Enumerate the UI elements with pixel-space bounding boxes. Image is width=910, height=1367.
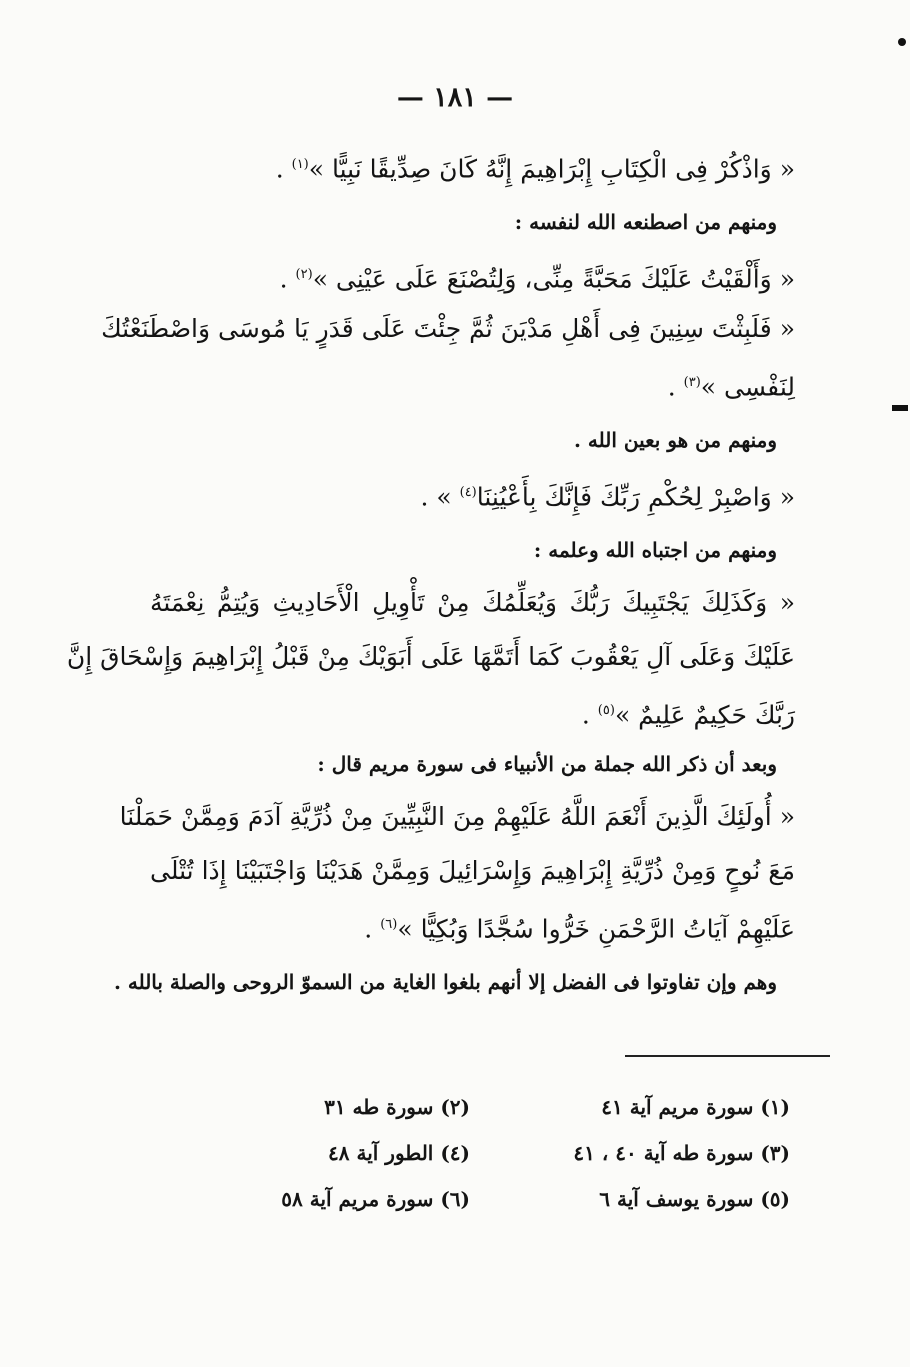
prose-line: وهم وإن تفاوتوا فى الفضل إلا أنهم بلغوا الغاية من السموّ الروحى والصلة بالله . bbox=[113, 970, 777, 994]
verse-text: عَلَيْهِمْ آيَاتُ الرَّحْمَنِ خَرُّوا سُجَّدًا وَبُكِيًّا » bbox=[397, 914, 795, 944]
quran-verse-line: مَعَ نُوحٍ وَمِنْ ذُرِّيَّةِ إِبْرَاهِيمَ وَإِسْرَائِيلَ وَمِمَّنْ هَدَيْنَا وَاجْتَبَيْنَا إِذَا تُتْلَى bbox=[150, 856, 795, 885]
verse-end: » . bbox=[420, 482, 460, 512]
prose-line: ومنهم من اصطنعه الله لنفسه : bbox=[514, 210, 777, 234]
verse-end: . bbox=[279, 264, 296, 294]
quran-verse-line: « وَكَذَلِكَ يَجْتَبِيكَ رَبُّكَ وَيُعَلِّمُكَ مِنْ تَأْوِيلِ الْأَحَادِيثِ وَيُتِمُّ نِعْمَتَهُ bbox=[150, 588, 795, 617]
prose-line: ومنهم من اجتباه الله وعلمه : bbox=[533, 538, 777, 562]
footnote-ref: (٤) bbox=[459, 485, 477, 500]
prose-line: ومنهم من هو بعين الله . bbox=[574, 428, 777, 452]
verse-end: . bbox=[364, 914, 381, 944]
footnote-ref: (٢) bbox=[295, 267, 313, 282]
footnote-ref: (٥) bbox=[597, 703, 615, 718]
quran-verse-line: « أُولَئِكَ الَّذِينَ أَنْعَمَ اللَّهُ عَلَيْهِمْ مِنَ النَّبِيِّينَ مِنْ ذُرِّيَّةِ آدَمَ وَمِمَّنْ حَمَلْنَا bbox=[119, 802, 795, 831]
quran-verse-line: عَلَيْكَ وَعَلَى آلِ يَعْقُوبَ كَمَا أَتَمَّهَا عَلَى أَبَوَيْكَ مِنْ قَبْلُ إِبْرَاهِيمَ وَإِسْحَاقَ إِنَّ bbox=[66, 642, 795, 671]
verse-text: « وَأَلْقَيْتُ عَلَيْكَ مَحَبَّةً مِنِّى، وَلِتُصْنَعَ عَلَى عَيْنِى » bbox=[312, 264, 795, 294]
verse-end: . bbox=[667, 372, 684, 402]
scan-edge-mark bbox=[898, 38, 906, 46]
prose-line: وبعد أن ذكر الله جملة من الأنبياء فى سورة مريم قال : bbox=[317, 752, 777, 776]
verse-text: « وَاذْكُرْ فِى الْكِتَابِ إِبْرَاهِيمَ إِنَّهُ كَانَ صِدِّيقًا نَبِيًّا » bbox=[308, 154, 795, 184]
footnote-separator bbox=[625, 1055, 830, 1057]
quran-verse-line bbox=[150, 898, 795, 952]
footnote: (٤) الطور آية ٤٨ bbox=[328, 1141, 470, 1165]
quran-verse-line: « فَلَبِثْتَ سِنِينَ فِى أَهْلِ مَدْيَنَ ثُمَّ جِئْتَ عَلَى قَدَرٍ يَا مُوسَى وَاصْطَنَعْتُكَ bbox=[101, 314, 795, 343]
footnote-ref: (٦) bbox=[380, 917, 398, 932]
verse-text: « وَاصْبِرْ لِحُكْمِ رَبِّكَ فَإِنَّكَ بِأَعْيُنِنَا bbox=[476, 482, 795, 512]
footnote: (٦) سورة مريم آية ٥٨ bbox=[281, 1187, 470, 1211]
verse-text: رَبَّكَ حَكِيمٌ عَلِيمٌ » bbox=[614, 700, 795, 730]
footnote: (٢) سورة طه ٣١ bbox=[324, 1095, 470, 1119]
footnote: (٣) سورة طه آية ٤٠ ، ٤١ bbox=[573, 1141, 790, 1165]
footnotes bbox=[260, 1092, 790, 1214]
quran-verse-line bbox=[150, 466, 795, 520]
footnote: (١) سورة مريم آية ٤١ bbox=[601, 1095, 790, 1119]
quran-verse-line bbox=[150, 356, 795, 410]
page-number: — ١٨١ — bbox=[396, 82, 514, 113]
verse-end: . bbox=[275, 154, 292, 184]
footnote: (٥) سورة يوسف آية ٦ bbox=[599, 1187, 790, 1211]
verse-end: . bbox=[581, 700, 598, 730]
quran-verse-line bbox=[150, 684, 795, 738]
footnote-ref: (٣) bbox=[683, 375, 701, 390]
quran-verse-line bbox=[150, 138, 795, 192]
footnote-ref: (١) bbox=[291, 157, 309, 172]
quran-verse-line bbox=[150, 248, 795, 302]
body-text bbox=[66, 138, 795, 1008]
scan-edge-mark bbox=[892, 405, 908, 411]
verse-text: لِنَفْسِى » bbox=[700, 372, 795, 402]
